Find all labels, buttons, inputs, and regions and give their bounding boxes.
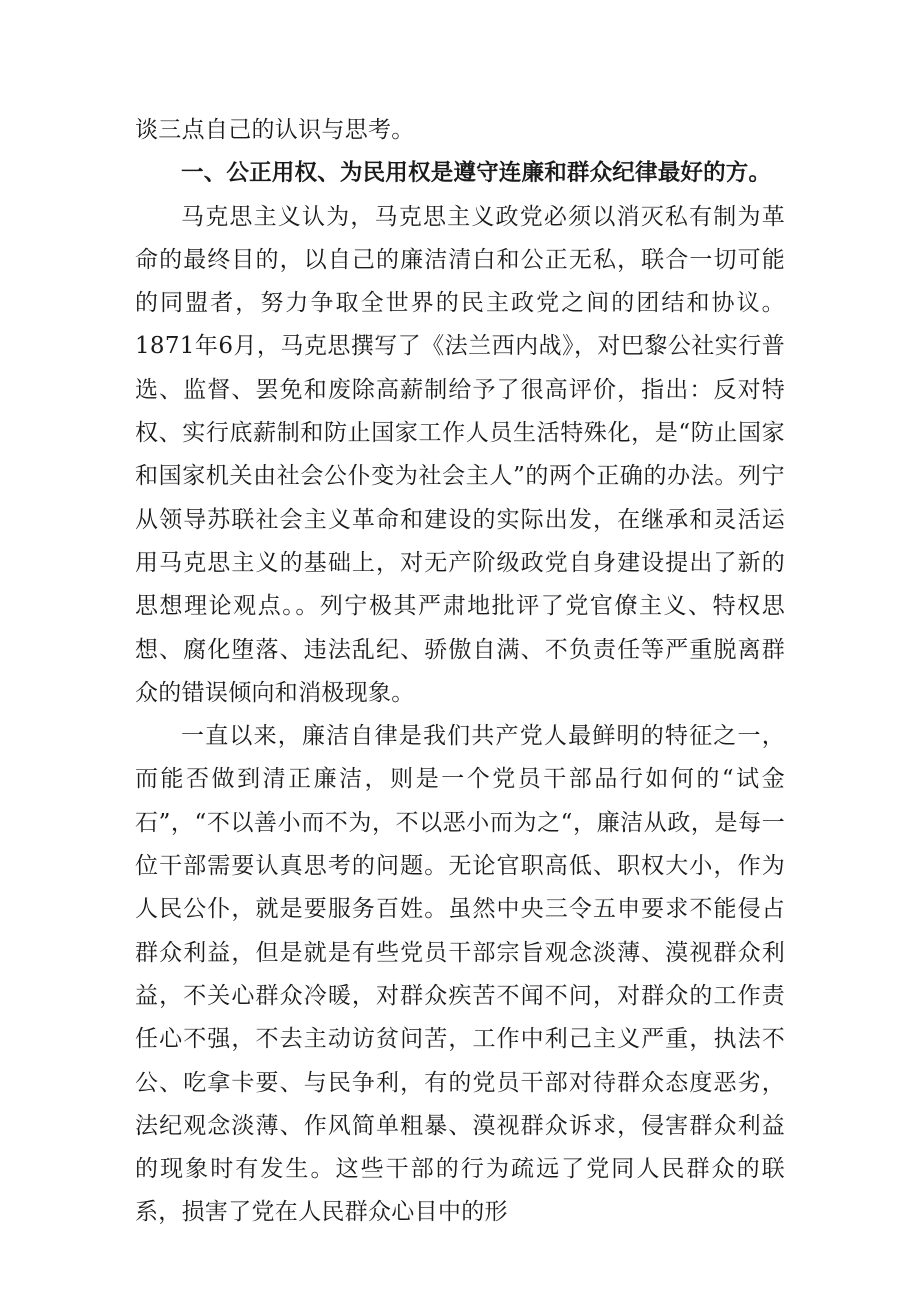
- body-text: [135, 109, 785, 1235]
- paragraph-intro-tail: 谈三点自己的认识与思考。: [135, 117, 415, 143]
- paragraph-integrity: 一直以来，廉洁自律是我们共产党人最鲜明的特征之一，而能否做到清正廉洁，则是一个党员干部品行如何的“试金石”，“不以善小而不为，不以恶小而为之“，廉洁从政，是每一位干部需要认真思考的问题。无论官职高低、职权大小，作为人民公仆，就是要服务百姓。虽然中央三令五申要求不能侵占群众利益，但是就是有些党员干部宗旨观念淡薄、漠视群众利益，不关心群众冷暖，对群众疾苦不闻不问，对群众的工作责任心不强，不去主动访贫问苦，工作中利己主义严重，执法不公、吃拿卡要、与民争利，有的党员干部对待群众态度恶劣，法纪观念淡薄、作风简单粗暴、漠视群众诉求，侵害群众利益的现象时有发生。这些干部的行为疏远了党同人民群众的联系，损害了党在人民群众心目中的形: [135, 723, 785, 1226]
- paragraph-marxism: 马克思主义认为，马克思主义政党必须以消灭私有制为革命的最终目的，以自己的廉洁清白和公正无私，联合一切可能的同盟者，努力争取全世界的民主政党之间的团结和协议。1871年6月，马克思撰写了《法兰西内战》，对巴黎公社实行普选、监督、罢免和废除高薪制给予了很高评价，指出：反对特权、实行底薪制和防止国家工作人员生活特殊化，是“防止国家和国家机关由社会公仆变为社会主人”的两个正确的办法。列宁从领导苏联社会主义革命和建设的实际出发，在继承和灵活运用马克思主义的基础上，对无产阶级政党自身建设提出了新的思想理论观点。。列宁极其严肃地批评了党官僚主义、特权思想、腐化堕落、违法乱纪、骄傲自满、不负责任等严重脱离群众的错误倾向和消极现象。: [135, 203, 785, 706]
- section-heading-1: 一、公正用权、为民用权是遵守连廉和群众纪律最好的方。: [181, 160, 772, 187]
